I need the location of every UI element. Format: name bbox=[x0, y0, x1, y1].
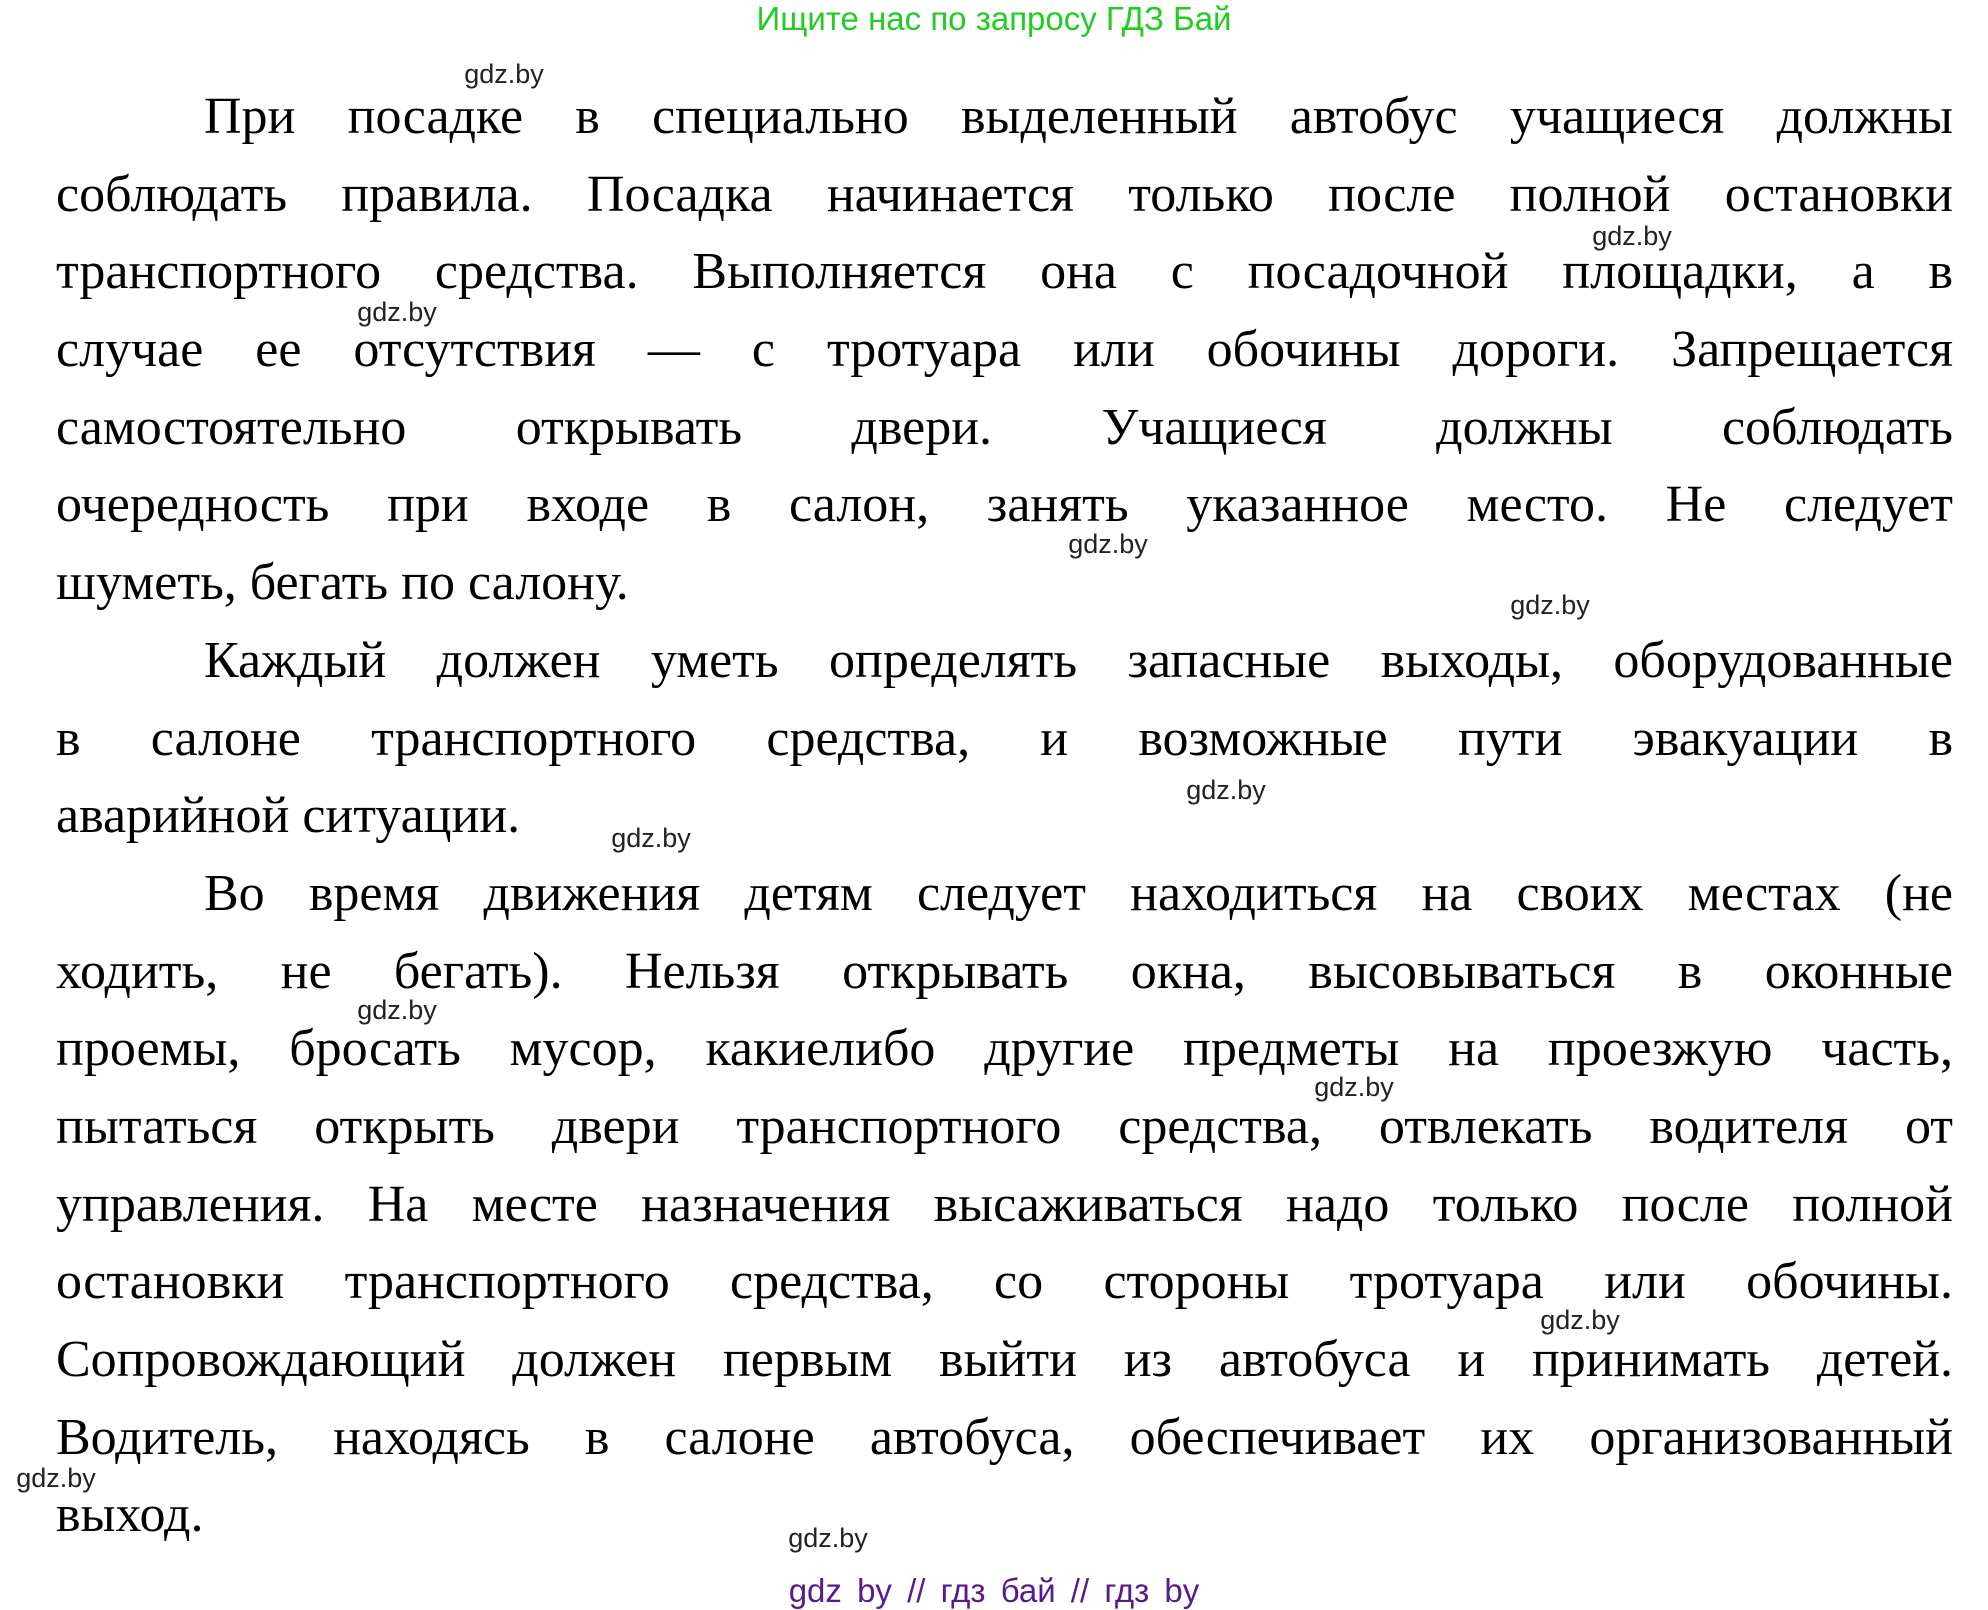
text-line: Водитель, находясь в салоне автобуса, обеспечивает их организованный bbox=[56, 1408, 1953, 1466]
watermark: gdz.by bbox=[464, 59, 544, 89]
text-line: ходить, не бегать). Нельзя открывать окна, высовываться в оконные bbox=[56, 942, 1953, 1000]
text-line: аварийной ситуации. bbox=[56, 787, 521, 845]
footer-site-links: gdz by // гдз бай // гдз by bbox=[788, 1572, 1200, 1609]
watermark: gdz.by bbox=[1540, 1305, 1620, 1335]
paragraph-2 bbox=[56, 622, 1953, 855]
text-line: транспортного средства. Выполняется она с посадочной площадки, а в bbox=[56, 243, 1953, 301]
text-line: Во время движения детям следует находиться на своих местах (не bbox=[204, 864, 1953, 922]
text-line: проемы, бросать мусор, какиелибо другие предметы на проезжую часть, bbox=[56, 1020, 1953, 1078]
text-line: случае ее отсутствия — с тротуара или обочины дороги. Запрещается bbox=[56, 321, 1953, 379]
text-line: При посадке в специально выделенный автобус учащиеся должны bbox=[204, 88, 1953, 145]
watermark: gdz.by bbox=[1186, 775, 1266, 805]
watermark: gdz.by bbox=[357, 995, 437, 1025]
text-line: Каждый должен уметь определять запасные выходы, оборудованные bbox=[204, 631, 1953, 689]
text-line: Сопровождающий должен первым выйти из автобуса и принимать детей. bbox=[56, 1331, 1953, 1388]
watermark: gdz.by bbox=[1314, 1072, 1394, 1102]
text-line: остановки транспортного средства, со стороны тротуара или обочины. bbox=[56, 1253, 1953, 1311]
text-line: шуметь, бегать по салону. bbox=[56, 554, 629, 612]
paragraph-1 bbox=[56, 78, 1953, 622]
search-banner: Ищите нас по запросу ГДЗ Бай bbox=[756, 0, 1232, 37]
text-line: выход. bbox=[56, 1486, 204, 1544]
text-line: управления. На месте назначения высаживаться надо только после полной bbox=[56, 1175, 1953, 1233]
text-line: самостоятельно открывать двери. Учащиеся должны соблюдать bbox=[56, 398, 1953, 456]
watermark: gdz.by bbox=[1510, 590, 1590, 620]
watermark: gdz.by bbox=[1068, 529, 1148, 559]
text-line: в салоне транспортного средства, и возможные пути эвакуации в bbox=[56, 709, 1953, 767]
watermark: gdz.by bbox=[788, 1523, 868, 1553]
watermark: gdz.by bbox=[357, 297, 437, 327]
paragraph-3 bbox=[56, 855, 1953, 1554]
watermark: gdz.by bbox=[1592, 221, 1672, 251]
watermark: gdz.by bbox=[611, 823, 691, 853]
document-body bbox=[56, 78, 1953, 1554]
watermark: gdz.by bbox=[16, 1463, 96, 1493]
text-line: очередность при входе в салон, занять указанное место. Не следует bbox=[56, 476, 1953, 534]
text-line: пытаться открыть двери транспортного средства, отвлекать водителя от bbox=[56, 1097, 1953, 1155]
text-line: соблюдать правила. Посадка начинается только после полной остановки bbox=[56, 165, 1953, 223]
